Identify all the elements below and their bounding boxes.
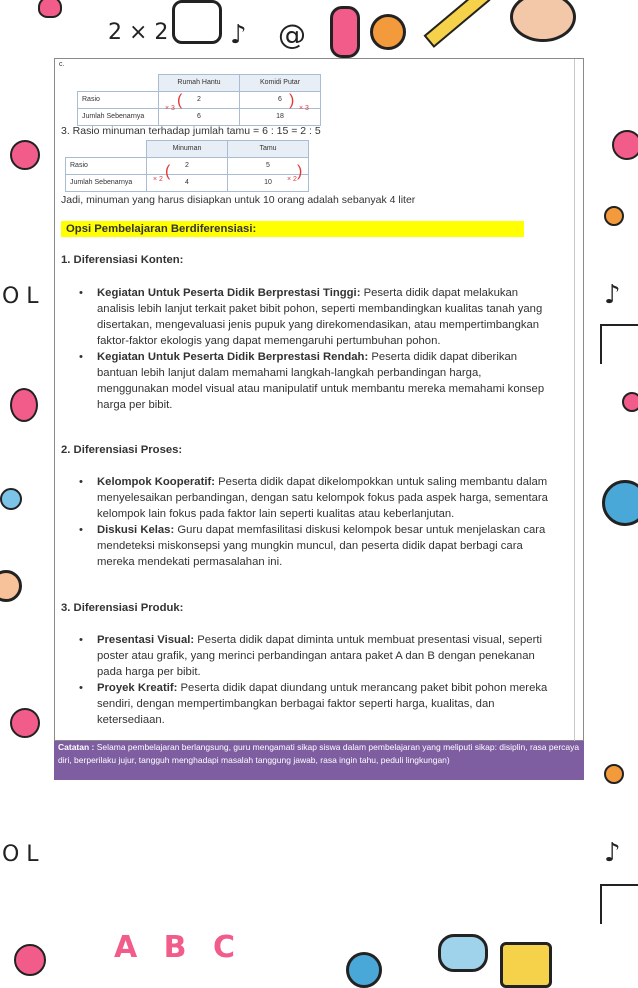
tic-tac-toe-doodle	[600, 324, 638, 364]
table-row	[66, 175, 309, 192]
table-header-cell	[66, 141, 147, 158]
list-item	[97, 285, 552, 349]
catatan-label: Catatan :	[58, 742, 95, 752]
table-header-cell	[78, 75, 159, 92]
document-page	[54, 58, 584, 741]
at-sign-doodle: @	[278, 18, 306, 51]
right-multiplier-label: × 3	[299, 105, 309, 112]
item-text: Peserta didik dapat melakukan analisis lebih lanjut terkait paket bibit pohon, seperti membandingkan kualitas tanah yang disertakan, mengevaluasi jenis pupuk yang direkomendasikan, atau mempertimbangkan faktor-faktor ekologis yang dapat memengaruhi pertumbuhan pohon.	[97, 287, 543, 347]
globe-doodle	[602, 480, 638, 526]
globe-doodle-2	[346, 952, 382, 988]
conclusion-text: Jadi, minuman yang harus disiapkan untuk 10 orang adalah sebanyak 4 liter	[61, 194, 416, 206]
catatan-text: Selama pembelajaran berlangsung, guru mengamati sikap siswa dalam pembelajaran yang meliputi sikap: disiplin, rasa percaya diri, berperilaku jujur, tangguh menghadapi masalah tanggung jawab, rasa ingin tahu, peduli lingkungan)	[58, 742, 580, 765]
list-item	[97, 474, 552, 522]
table-cell: 6	[240, 92, 321, 109]
konten-list	[61, 285, 552, 413]
list-item	[97, 632, 552, 680]
right-curve-arrow-icon: )	[289, 92, 295, 109]
produk-list	[61, 632, 552, 728]
ol-doodle: O L	[2, 284, 39, 309]
magnet-doodle	[330, 6, 360, 58]
bubble-doodle	[14, 944, 46, 976]
item-heading: Presentasi Visual:	[97, 634, 195, 646]
list-item	[97, 522, 552, 570]
item-text: Peserta didik dapat diundang untuk merancang paket bibit pohon mereka sendiri, dengan mempertimbangkan berbagai faktor seperti harga, kualitas, dan ketersediaan.	[97, 682, 548, 726]
section-title-produk: 3. Diferensiasi Produk:	[61, 602, 184, 614]
item-text: Peserta didik dapat diberikan bantuan lebih lanjut dalam memahami langkah-langkah perbandingan harga, menggunakan model visual atau manipulatif untuk membantu mereka memahami konsep harga per bibit.	[97, 351, 545, 411]
table-header-cell: Minuman	[147, 141, 228, 158]
star-doodle-2	[604, 764, 624, 784]
music-note-doodle-3: ♪	[604, 838, 621, 868]
left-curve-arrow-icon: (	[177, 92, 183, 109]
page-inner-border	[574, 59, 575, 742]
left-multiplier-label: × 3	[165, 105, 175, 112]
table-cell: 10	[228, 175, 309, 192]
half-circle-doodle	[612, 130, 638, 160]
music-note-doodle: ♪	[230, 20, 247, 50]
apple-doodle-2	[10, 708, 40, 738]
right-curve-arrow-icon: )	[297, 163, 303, 180]
table-row-label: Jumlah Sebenarnya	[78, 109, 159, 126]
table-row	[66, 158, 309, 175]
list-item	[97, 349, 552, 413]
table-row-label: Rasio	[66, 158, 147, 175]
proses-list	[61, 474, 552, 570]
section-c-label: c.	[59, 61, 65, 68]
section-title-konten: 1. Diferensiasi Konten:	[61, 254, 184, 266]
table-row	[78, 92, 321, 109]
table-header-cell: Tamu	[228, 141, 309, 158]
table-row-label: Jumlah Sebenarnya	[66, 175, 147, 192]
table-header-row	[78, 75, 321, 92]
table-header-row	[66, 141, 309, 158]
catatan-note-box	[54, 741, 584, 780]
ol-doodle-2: O L	[2, 842, 39, 867]
speech-bubble-doodle	[438, 934, 488, 972]
ratio-table-minuman	[65, 140, 309, 192]
math-doodle: 2 × 2	[108, 20, 169, 45]
table-cell: 5	[228, 158, 309, 175]
pencil-doodle	[424, 0, 491, 48]
table-cell: 18	[240, 109, 321, 126]
flower-doodle	[0, 488, 22, 510]
opsi-pembelajaran-title: Opsi Pembelajaran Berdiferensiasi:	[61, 221, 524, 237]
step-3-text: 3. Rasio minuman terhadap jumlah tamu = 6 : 15 = 2 : 5	[61, 125, 321, 137]
item-heading: Kelompok Kooperatif:	[97, 476, 215, 488]
section-title-proses: 2. Diferensiasi Proses:	[61, 444, 183, 456]
item-text: Peserta didik dapat dikelompokkan untuk saling membantu dalam menyelesaikan perbandingan, dengan satu kelompok fokus pada aspek harga, sementara kelompok lain fokus pada faktor lain seperti kualitas atau keberlanjutan.	[97, 476, 548, 520]
table-row-label: Rasio	[78, 92, 159, 109]
drum-doodle	[172, 0, 222, 44]
table-cell: 6	[159, 109, 240, 126]
list-item	[97, 680, 552, 728]
balloon-doodle	[10, 388, 38, 422]
right-multiplier-label: × 2	[287, 176, 297, 183]
tic-tac-toe-doodle-2	[600, 884, 638, 924]
table-cell: 4	[147, 175, 228, 192]
item-heading: Kegiatan Untuk Peserta Didik Berprestasi Rendah:	[97, 351, 369, 363]
left-curve-arrow-icon: (	[165, 163, 171, 180]
apple-doodle	[10, 140, 40, 170]
calculator-doodle	[500, 942, 552, 988]
heart-doodle	[38, 0, 62, 18]
table-cell: 2	[159, 92, 240, 109]
item-text: Guru dapat memfasilitasi diskusi kelompok besar untuk menjelaskan cara mendeteksi miskonsepsi yang mungkin muncul, dan peserta didik dapat berbagi cara mereka mendekati permasalahan ini.	[97, 524, 546, 568]
item-heading: Kegiatan Untuk Peserta Didik Berprestasi Tinggi:	[97, 287, 361, 299]
item-text: Peserta didik dapat diminta untuk membuat presentasi visual, seperti poster atau grafik, yang merinci perbandingan antara paket A dan B dengan penekanan pada harga per bibit.	[97, 634, 543, 678]
palette-doodle	[510, 0, 576, 42]
abc-doodle: A B C	[114, 930, 243, 965]
table-header-cell: Rumah Hantu	[159, 75, 240, 92]
table-cell: 2	[147, 158, 228, 175]
item-heading: Diskusi Kelas:	[97, 524, 175, 536]
music-note-doodle-2: ♪	[604, 280, 621, 310]
star-doodle	[604, 206, 624, 226]
item-heading: Proyek Kreatif:	[97, 682, 178, 694]
ball-doodle	[370, 14, 406, 50]
pin-doodle	[622, 392, 638, 412]
ring-doodle	[0, 570, 22, 602]
ratio-table-rumah-hantu	[77, 74, 321, 126]
left-multiplier-label: × 2	[153, 176, 163, 183]
table-header-cell: Komidi Putar	[240, 75, 321, 92]
